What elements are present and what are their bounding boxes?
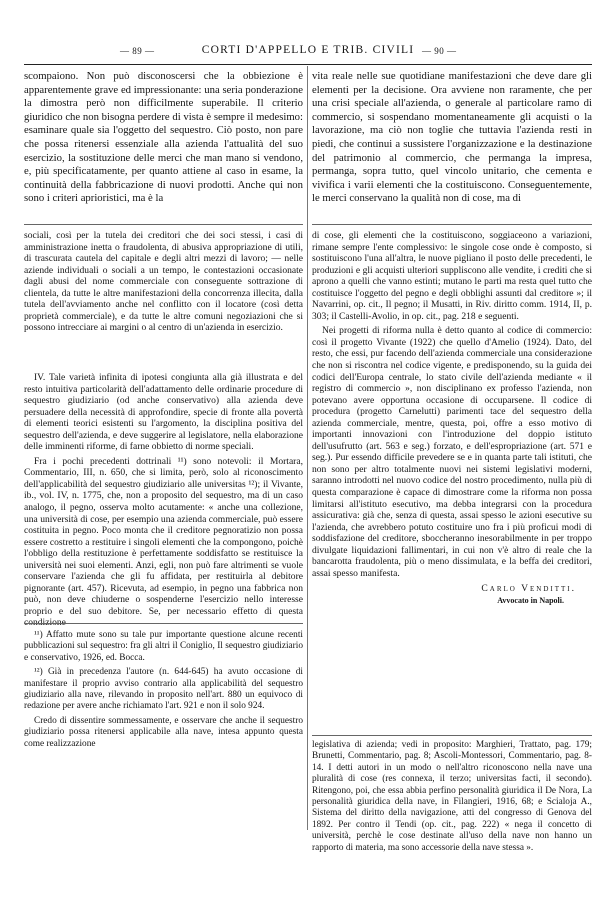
left-note-text xyxy=(24,230,303,334)
right-footnotes xyxy=(312,740,592,854)
footnote-12-continued: Credo di dissentire sommessamente, e osservare che anche il sequestro giudiziario possa ritenersi applicabile alla nave, intesa appunto questa come realizzazione xyxy=(24,715,303,749)
left-main-paragraph: scompaiono. Non può disconoscersi che la obbiezione è apparentemente grave ed impressionante: una seria ponderazione la dimostra però non difficilmente superabile. Il criterio giuridico che non bisogna perdere di vista è sempre il medesimo: esaminare quale sia l'oggetto del sequestro. Ciò posto, non pare che possa ritenersi essenziale alla azienda l'attualità del suo esercizio, la sostituzione delle merci che man mano si vendono, e, più specificatamente, per quanto attiene al caso in esame, la continuità della fabbricazione di nuovi prodotti. Anche qui non sono i criteri aprioristici, ma è la xyxy=(24,70,303,205)
left-section-iv xyxy=(24,372,303,629)
right-main-paragraph: vita reale nelle sue quotidiane manifestazioni che deve dare gli elementi per la decisione. Ora avviene non raramente, che per una crisi speciale all'azienda, o generale al particolare ramo di commercio, si sospendano momentaneamente gli acquisti o la lavorazione, ma ciò non toglie che tuttavia l'azienda resti in piedi, che continui a sussistere l'organizzazione e la destinazione del patrimonio al commercio, che permanga la impresa, permanga, sopra tutto, quel vincolo unitario, che cementa e vivifica i varii elementi che la costituiscono. Conseguentemente, le merci conservano la qualità non di cose, ma di xyxy=(312,70,592,205)
right-main-text xyxy=(312,70,592,206)
left-main-text xyxy=(24,70,303,206)
column-divider xyxy=(307,66,308,830)
right-note-separator xyxy=(312,224,592,225)
page-number-left: — 89 — xyxy=(120,46,155,56)
page-number-right: — 90 — xyxy=(422,46,457,56)
right-footnote-separator xyxy=(312,735,592,736)
precedents-paragraph: Fra i pochi precedenti dottrinali ¹¹) sono notevoli: il Mortara, Commentario, III, n. 650, che si limita, però, solo al riconoscimento dell'applicabilità del sequestro giudiziario alle universitas ¹²); il Vivante, ib., vol. IV, n. 1775, che, non a proposito del sequestro, ma di un caso analogo, il pegno, osserva molto acutamente: « anche una collezione, una università di cose, per esempio una azienda commerciale, può essere costituita in pegno. Poco monta che il creditore pegnoratizio non possa essere costretto a restituire i singoli elementi che la compongono, poichè l'obbligo della restituzione è perfettamente soddisfatto se restituisce la università nei suoi elementi. Anzi, egli, non può fare altrimenti se vuole conservare l'azienda che gli fu affidata, per restituirla al debitore pignorante (art. 457). Ricevuta, ad esempio, in pegno una fabbrica non può, non deve chiuderne o sospenderne l'esercizio nello interesse proprio e del suo debitore. Se, per necessario effetto di questa condizione xyxy=(24,455,303,629)
footnote-12: ¹²) Già in precedenza l'autore (n. 644-645) ha avuto occasione di manifestare il proprio avviso contrario alla applicabilità del sequestro giudiziario alla nave, rilevando in proposito nell'art. 880 un equivoco di redazione per avere anche richiamato l'art. 921 e non il solo 924. xyxy=(24,667,303,712)
section-iv-paragraph: IV. Tale varietà infinita di ipotesi congiunta alla già illustrata e del resto intuitiva particolarità dell'adattamento delle ordinarie procedure di sequestro giudiziario (od anche conservativo) alla azienda deve persuadere della necessità di approfondire, specie di fronte alla povertà di elementi teorici esistenti su l'argomento, la disciplina positiva del sequestro dell'azienda, e deve suggerire al legislatore, nella elaborazione delle imminenti riforme, di farne obbietto di norme speciali. xyxy=(24,372,303,453)
left-note-paragraph: sociali, così per la tutela dei creditori che dei soci stessi, i casi di amministrazione inetta o fraudolenta, di abusiva appropriazione di utili, di trascurata cautela del capitale e degli altri mezzi di lavoro; — nelle aziende individuali o sociali a un tempo, le contestazioni occasionate dagli abusi del nome commerciale con conseguente sottrazione di clientela, da tutte le altre manifestazioni della concorrenza illecita, dalla tutela dell'avviamento anche nel conflitto con il locatore (così detta proprietà commerciale), e da tutte le altre comuni negoziazioni che si possono intrecciare ai margini o al centro di un'azienda in esercizio. xyxy=(24,230,303,334)
right-note-paragraph-2: Nei progetti di riforma nulla è detto quanto al codice di commercio: così il progetto Vivante (1922) che quello d'Amelio (1924). Dato, del resto, che essi, pur facendo dell'azienda commerciale una considerazione che non si riscontra nel codice vigente, e predisponendo, su la guida dei codici dell'Europa centrale, lo stato civile dell'azienda mediante « il registro di commercio », non disciplinano ex professo l'azienda, non potevano avere opportuna occasione di occuparsene. Il codice di procedura (progetto Carnelutti) parimenti tace del sequestro della azienda commerciale, mentre, questa, poi, offre a esso motivo di importanti innovazioni con l'introduzione del doppio istituto dell'usufrutto (art. 563 e seg.) forzato, e dell'espropriazione (art. 571 e seg.). Pur essendo difficile prevedere se e in quanta parte tali istituti, che non sono per altro totalmente nuovi nei sistemi legislativi moderni, saranno introdotti nel nuovo codice del nostro procedimento, nulla più di questa comparazione è capace di dimostrare come la riforma non possa limitarsi all'istituto esecutivo, ma debba integrarsi con la procedura assicurativa: già che, senza di questa, assai spesso le azioni esecutive su l'azienda, che avrebbero potuto costituire uno fra i più proficui modi di soddisfazione del creditore, sboccheranno inesorabilmente in per troppo divulgate liquidazioni fallimentari, in cui non v'è altro di reale che la bancarotta fraudolenta, più o meno dissimulata, e la beffa dei creditori, assai spesso manifesta. xyxy=(312,325,592,579)
footnote-11: ¹¹) Affatto mute sono su tale pur importante questione alcune recenti pubblicazioni sul sequestro: fra gli altri il Coniglio, Il sequestro giudiziario e conservativo, 1926, ed. Bocca. xyxy=(24,630,303,663)
signature-name: Carlo Venditti. xyxy=(481,583,576,595)
left-footnotes xyxy=(24,630,303,750)
footnote-12-end: legislativa di azienda; vedi in proposito: Marghieri, Trattato, pag. 179; Brunetti, Commentario, pag. 8; Ascoli-Montessori, Commentario, pag. 8-14. I detti autori in un modo o nell'altro riconoscono nella nave una pluralità di cose (res connexa, il terzo; universitas facti, il secondo). Ritengono, poi, che essa abbia perfino personalità giuridica il De Nora, La personalità giuridica della nave, in Filangieri, 1916, 68; e Scialoja A., Sistema del diritto della navigazione, atti del congresso di Genova del 1892. Per contro il Tendi (op. cit., pag. 222) « nega il concetto di università, perchè le cose destinate all'uso della nave non hanno un rapporto di materia, ma sono accessorie della nave stessa ». xyxy=(312,740,592,853)
left-note-separator xyxy=(24,224,303,225)
running-header xyxy=(24,44,592,62)
header-rule xyxy=(24,64,592,65)
signature-block xyxy=(312,583,592,606)
right-note-paragraph-1: di cose, gli elementi che la costituiscono, soggiaceono a variazioni, rimane sempre l'ente complessivo: le singole cose onde è composto, si sostituiscono l'una all'altra, le nuove pigliano il posto delle precedenti, le produzioni e gli acquisti ulteriori suppliscono alle vendite, i crediti che si aprono a quelli che vanno estinti; mutano le parti ma resta quel tutto che costituisce l'oggetto del pegno e degli obblighi assunti dal creditore »; il Navarrini, op. cit., Il pegno; il Musatti, in Riv. diritto comm. 1914, II, p. 303; il Castelli-Avolio, in op. cit., pag. 218 e seguenti. xyxy=(312,230,592,322)
left-footnote-separator xyxy=(24,623,303,624)
signature-role: Avvocato in Napoli. xyxy=(497,595,564,605)
right-note-text xyxy=(312,230,592,607)
running-title: CORTI D'APPELLO E TRIB. CIVILI xyxy=(201,44,415,56)
